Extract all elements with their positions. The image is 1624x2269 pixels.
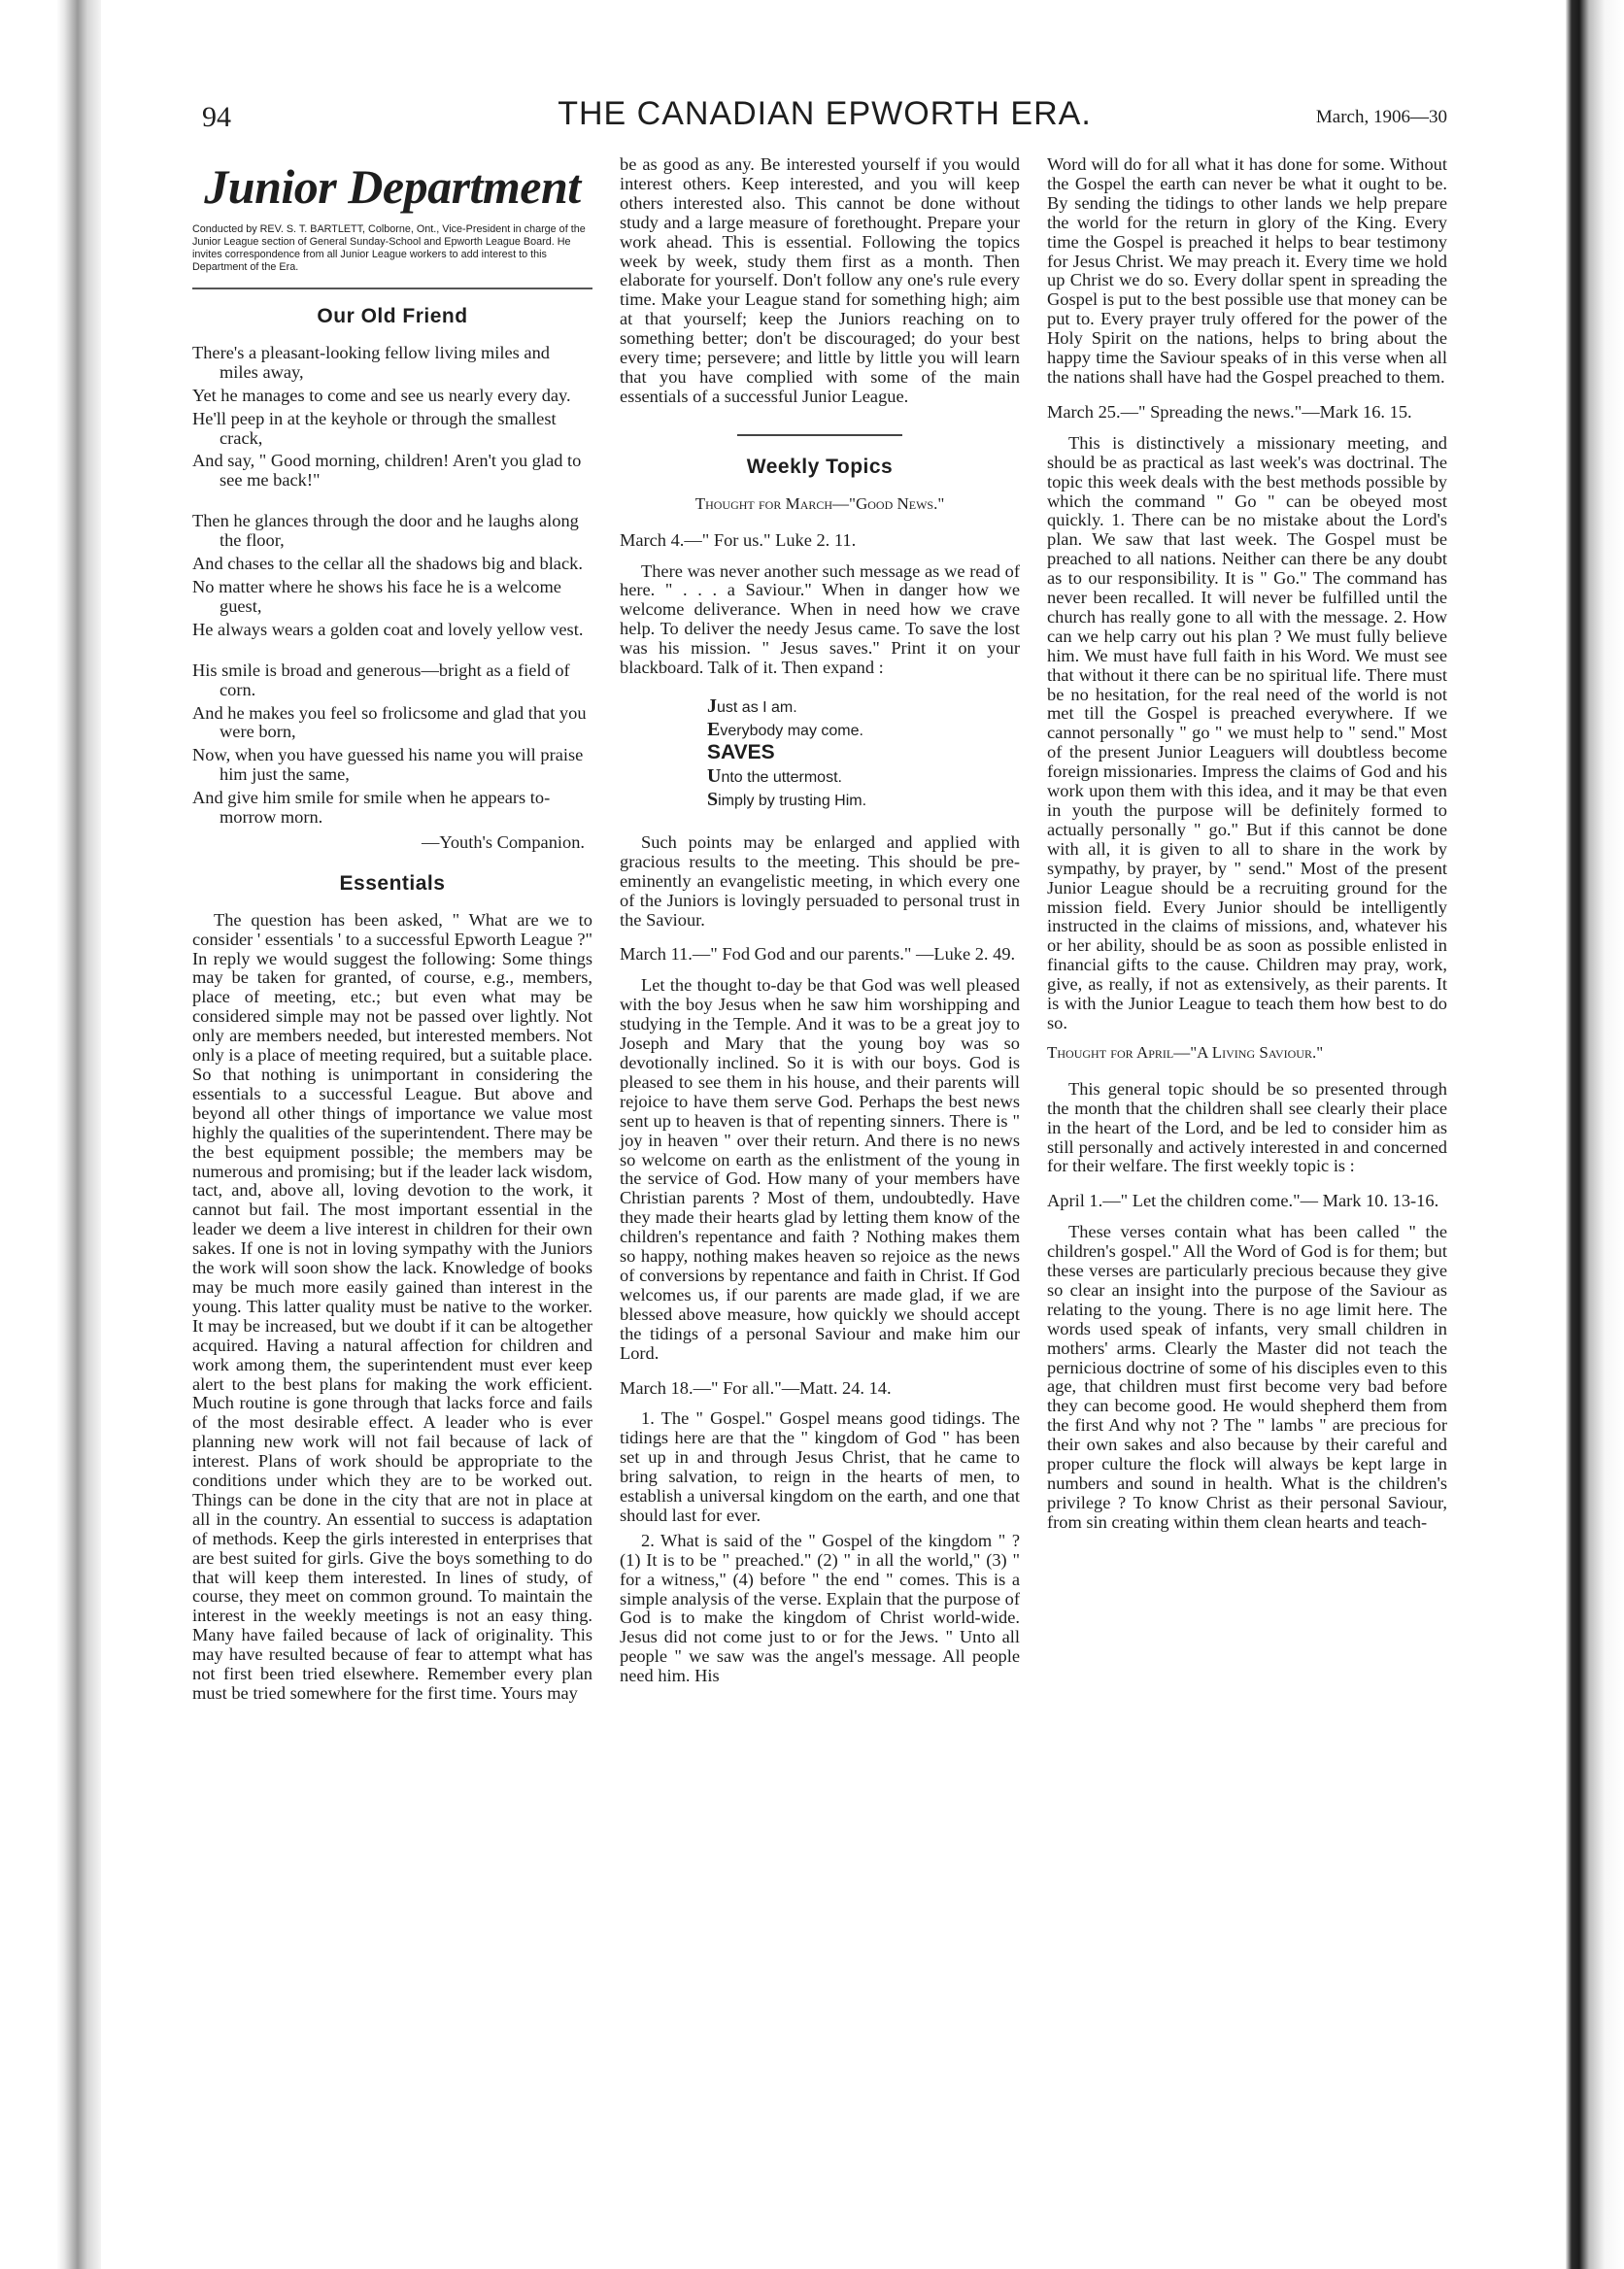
magazine-page <box>192 93 1447 2250</box>
acrostic-line: Unto the uttermost. <box>707 764 842 787</box>
magazine-title: THE CANADIAN EPWORTH ERA. <box>558 95 1092 132</box>
poem-line: He'll peep in at the keyhole or through the smallest crack, <box>192 408 557 448</box>
poem-line: And he makes you feel so frolicsome and glad that you were born, <box>192 702 587 742</box>
topic-paragraph: There was never another such message as we read of here. " . . . a Saviour." When in danger how we welcome deliverance. When in need how we crave help. To deliver the needy Jesus came. To save the lost was his mission. " Jesus saves." Print it on your blackboard. Talk of it. Then expand : <box>620 560 1020 678</box>
acrostic-line: Simply by trusting Him. <box>707 788 867 810</box>
poem-line: His smile is broad and generous—bright as a field of corn. <box>192 660 570 699</box>
poem-stanza-3 <box>192 661 592 828</box>
poem-line: And say, " Good morning, children! Aren't you glad to see me back!" <box>192 451 582 491</box>
poem-attribution: —Youth's Companion. <box>421 831 585 852</box>
essentials-title: Essentials <box>339 871 446 895</box>
essentials-paragraph-continued: be as good as any. Be interested yourself if you would interest others. Keep interested, and you will keep others interested also. This cannot be done without study and a large measure of forethought. Prepare your work ahead. This is essential. Following the topics week by week, study them first as a month. Then elaborate for yourself. Don't follow any one's rule every time. Make your League stand for something high; aim at that yourself; keep the Juniors reaching on to something better; don't be discouraged; do your best every time; persevere; and little by little you will learn that you have complied with some of the main essentials of a successful Junior League. <box>620 154 1020 406</box>
column-3 <box>1047 155 1447 2215</box>
acrostic-saves <box>707 695 1020 812</box>
issue-date: March, 1906—30 <box>1315 107 1447 127</box>
poem-line: Now, when you have guessed his name you will praise him just the same, <box>192 745 584 785</box>
topic-paragraph-continued: Word will do for all what it has done for some. Without the Gospel the earth can never be what it ought to be. By sending the tidings to other lands we help prepare the world for the return in glory of the King. Every time the Gospel is preached it helps to bear testimony for Jesus Christ. We may preach it. Every time we hold up Christ we do so. Every dollar spent in spreading the Gospel is put to the best possible use that money can be put to. Every prayer truly offered for the power of the Holy Spirit on the nations, helps to bring about the happy time the Saviour speaks of in this verse when all the nations shall have had the Gospel preached to them. <box>1047 154 1447 387</box>
scan-page-edge <box>1566 0 1624 2269</box>
topic-heading-march-11: March 11.—" Fod God and our parents." —Luke 2. 49. <box>620 944 1016 965</box>
divider <box>192 288 592 289</box>
page-header <box>202 93 1447 142</box>
topic-heading-march-4: March 4.—" For us." Luke 2. 11. <box>620 529 857 550</box>
column-2 <box>620 155 1020 2215</box>
poem-line: He always wears a golden coat and lovely yellow vest. <box>192 619 584 639</box>
scan-binding-edge <box>0 0 101 2269</box>
topic-heading-march-25: March 25.—" Spreading the news."—Mark 16. 15. <box>1047 401 1412 422</box>
poem-stanza-2 <box>192 512 592 639</box>
poem-line: And chases to the cellar all the shadows big and black. <box>192 554 583 574</box>
poem-stanza-1 <box>192 344 592 491</box>
poem-title: Our Old Friend <box>317 305 468 327</box>
poem-line: Then he glances through the door and he laughs along the floor, <box>192 511 579 551</box>
divider <box>737 434 902 436</box>
column-1 <box>192 155 592 2215</box>
thought-for-april: Thought for April—"A Living Saviour." <box>1047 1042 1324 1062</box>
topic-paragraph: Such points may be enlarged and applied with gracious results to the meeting. This should be pre-eminently an evangelistic meeting, in which every one of the Juniors is lovingly persuaded to personal trust in the Saviour. <box>620 831 1020 930</box>
acrostic-line: Everybody may come. <box>707 718 863 740</box>
topic-paragraph: 2. What is said of the " Gospel of the kingdom " ? (1) It is to be " preached." (2) " in all the world," (3) " for a witness," (4) before " the end " comes. This is a simple analysis of the verse. Explain that the purpose of God is to make the kingdom of Christ world-wide. Jesus did not come just to or for the Jews. " Unto all people " we saw was the angel's message. All people need him. His <box>620 1530 1020 1686</box>
topic-paragraph: 1. The " Gospel." Gospel means good tidings. The tidings here are that the " kingdom of God " has been set up in and through Jesus Christ, that he came to bring salvation, to reign in the hearts of men, to establish a universal kingdom on the earth, and one that should last for ever. <box>620 1408 1020 1525</box>
topic-paragraph: Let the thought to-day be that God was well pleased with the boy Jesus when he saw him worshipping and studying in the Temple. And it was to be a great joy to Joseph and Mary that the young boy was so devotionally inclined. So it is with our boys. God is pleased to see them in his house, and their parents will rejoice to have them serve God. Perhaps the best news sent up to heaven is that of repenting sinners. There is " joy in heaven " over their return. And there is no news so welcome on earth as the enlistment of the young in the service of God. How many of your members have Christian parents ? Most of them, undoubtedly. Have they made their hearts glad by letting them know of the children's repentance and faith ? Nothing makes them so happy, nothing makes heaven so rejoice as the news of conversions by repentance and faith in Christ. If God welcomes us, if our parents are made glad, if we are blessed above measure, how quickly we should accept the tidings of a personal Saviour and make him our Lord. <box>620 975 1020 1363</box>
essentials-paragraph: The question has been asked, " What are we to consider ' essentials ' to a successful Epworth League ?" In reply we would suggest the following: Some things may be taken for granted, of course, e.g., members, place of meeting, etc.; but even what may be considered simple may not be passed over lightly. Not only are members needed, but interested members. Not only is a place of meeting required, but a suitable place. So that nothing is unimportant in considering the essentials to a successful League. But above and beyond all other things of importance we value most highly the qualities of the superintendent. There may be the best equipment possible; the members may be numerous and promising; but if the leader lack wisdom, tact, and, above all, loving devotion to the work, it cannot but fail. The most important essential in the leader we deem a live interest in children for their own sakes. If one is not in loving sympathy with the Juniors the work will soon show the lack. Knowledge of books may be much more easily gained than interest in the young. This latter quality must be native to the worker. It may be increased, but we doubt if it can be altogether acquired. Having a natural affection for children and work among them, the superintendent must ever keep alert to the best plans for making the work efficient. Much routine is gone through that lacks force and fails of the most desirable effect. A leader who is ever planning new work will not fail because of lack of interest. Plans of work should be appropriate to the conditions under which they are to be worked out. Things can be done in the city that are not in place at all in the country. An essential to success is adaptation of methods. Keep the girls interested in enterprises that are best suited for girls. Give the boys something to do that will keep them interested. In lines of study, of course, they meet on common ground. To maintain the interest in the weekly meetings is not an easy thing. Many have failed because of lack of originality. This may have resulted because of fear to attempt what has not first been tried elsewhere. Remember every plan must be tried somewhere for the first time. Yours may <box>192 909 592 1703</box>
poem-line: No matter where he shows his face he is a welcome guest, <box>192 576 561 616</box>
department-byline: Conducted by REV. S. T. BARTLETT, Colborne, Ont., Vice-President in charge of the Junior League section of General Sunday-School and Epworth League Board. He invites correspondence from all Junior League workers to add interest to this Department of the Era. <box>192 223 586 273</box>
poem-line: And give him smile for smile when he appears to-morrow morn. <box>192 788 551 828</box>
topic-heading-april-1: April 1.—" Let the children come."— Mark 10. 13-16. <box>1047 1191 1439 1211</box>
topic-paragraph: These verses contain what has been called " the children's gospel." All the Word of God is for them; but these verses are particularly precious because they give so clear an insight into the purpose of the Saviour as relating to the young. There is no age limit here. The words used speak of infants, very small children in mothers' arms. Clearly the Master did not teach the pernicious doctrine of some of his disciples even to this age, that children must first become very bad before they can become good. He would shepherd them from the first And why not ? The " lambs " are precious for their own sakes and also because by their careful and proper culture the flock will always be kept large in numbers and sound in health. What is the children's privilege ? To know Christ as their personal Saviour, from sin creating within them clean hearts and teach- <box>1047 1222 1447 1532</box>
poem-line: There's a pleasant-looking fellow living miles and miles away, <box>192 342 550 382</box>
topic-heading-march-18: March 18.—" For all."—Matt. 24. 14. <box>620 1377 892 1398</box>
topic-paragraph: This general topic should be so presented through the month that the children shall see clearly their place in the heart of the Lord, and be led to consider him as still personally and actively interested in and concerned for their welfare. The first weekly topic is : <box>1047 1078 1447 1176</box>
weekly-topics-title: Weekly Topics <box>746 455 894 478</box>
thought-for-march: Thought for March—"Good News." <box>694 493 945 513</box>
topic-paragraph: This is distinctively a missionary meeting, and should be as practical as last week's was doctrinal. The topic this week deals with the best methods possible by which the command " Go " can be obeyed most quickly. 1. There can be no mistake about the Lord's plan. We saw that last week. The Gospel must be preached to all nations. Neither can there be any doubt as to our responsibility. It is " Go." The command has never been recalled. It will never be fulfilled until the church has really gone to all with the message. 2. How can we help carry out his plan ? We must fully believe him. We must have full faith in his Word. We must see that without it there can be no spiritual life. There must be no hesitation, for the real need of the world is not met till the Gospel is preached everywhere. If we cannot personally " go " we must help to " send." Most of the present Junior Leaguers will doubtless become foreign missionaries. Impress the claims of God and his work upon them with this idea, and it may be that even in youth the purpose will be definitely formed to actually personally " go." But if this cannot be done with all, it is given to all to share in the work by sympathy, by prayer, by " send." Most of the present Junior League should be a recruiting ground for the mission field. Every Junior should be intelligently instructed in the claims of missions, and, whatever his or her ability, should be as soon as possible enlisted in financial gifts to the cause. Children may pray, work, give, as really, if not as extensively, as their parents. It is with the Junior League to teach them how best to do so. <box>1047 432 1447 1033</box>
poem-line: Yet he manages to come and see us nearly every day. <box>192 385 571 405</box>
acrostic-line: Just as I am. <box>707 694 797 717</box>
department-title: Junior Department <box>204 159 581 214</box>
acrostic-line: SAVES <box>707 740 775 763</box>
page-number: 94 <box>202 101 231 133</box>
